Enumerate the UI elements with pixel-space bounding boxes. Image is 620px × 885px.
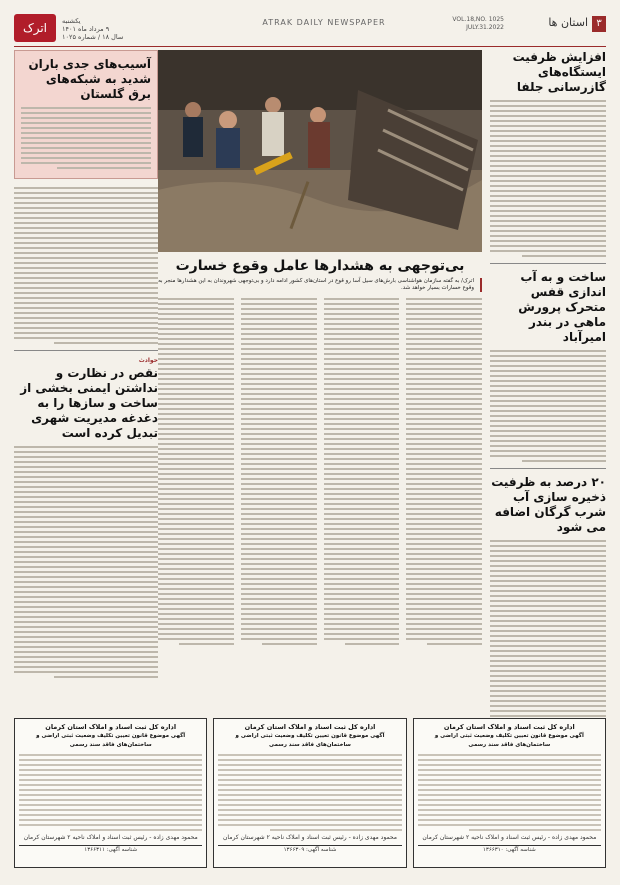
- article-title-jolfa: افزایش ظرفیت ایستگاه‌های گازرسانی جلفا: [512, 50, 606, 94]
- english-date: JULY.31.2022: [466, 24, 504, 31]
- notice-subtitle: آگهی موضوع قانون تعیین تکلیف وضعیت ثبتی اراضی و ساختمان‌های فاقد سند رسمی: [434, 733, 584, 748]
- section-title: استان ها: [548, 16, 588, 29]
- article-column: [324, 298, 400, 648]
- legal-notices: [14, 718, 606, 868]
- issue-line: سال ۱۸ / شماره ۱۰۲۵: [62, 33, 124, 41]
- page-header: [14, 14, 606, 47]
- notice-title: اداره کل ثبت اسناد و املاک استان کرمان: [45, 723, 177, 731]
- article-body: [21, 107, 151, 169]
- divider: [490, 468, 606, 469]
- article-title-gorgan-water: ۲۰ درصد به ظرفیت ذخیره سازی آب شرب گرگان اضافه می شود: [491, 475, 606, 534]
- volume-info: [452, 16, 504, 32]
- article-columns: [158, 298, 482, 648]
- notice-title: اداره کل ثبت اسناد و املاک استان کرمان: [443, 723, 575, 731]
- article-column: [241, 298, 317, 648]
- divider: [490, 263, 606, 264]
- notice-code: شناسه آگهی: ۱۳۶۶۳۱۱: [19, 845, 202, 854]
- legal-notice: [413, 718, 606, 868]
- article-title-golestan-power: آسیب‌های جدی باران شدید به شبکه‌های برق گلستان: [28, 57, 151, 101]
- article-body: [490, 350, 606, 462]
- left-column: [14, 50, 158, 681]
- divider: [14, 350, 158, 351]
- notice-signature: محمود مهدی زاده - رئیس ثبت اسناد و املاک ناحیه ۲ شهرستان کرمان: [223, 834, 397, 841]
- notice-title: اداره کل ثبت اسناد و املاک استان کرمان: [244, 723, 376, 731]
- lead-paragraph: اترک/ به گفته سازمان هواشناسی بارش‌های سیل آسا رو قوع در استان‌های کشور ادامه دارد و بی‌توجهی شهروندان به این هشدارها منجر به وقوع خسارات بسیار خواهد شد.: [158, 278, 482, 292]
- legal-notice: [213, 718, 406, 868]
- notice-body: [418, 754, 601, 831]
- date-line: ۹ مرداد ماه ۱۴۰۱: [62, 25, 110, 33]
- center-column: [158, 50, 482, 648]
- persian-date: [62, 17, 123, 41]
- article-body: [490, 100, 606, 257]
- article-title-construction: نقص در نظارت و نداشتن ایمنی بخشی از ساخت و سازها را به دغدغه مدیریت شهری تبدیل کرده است: [20, 366, 158, 440]
- article-column: [158, 298, 234, 648]
- notice-signature: محمود مهدی زاده - رئیس ثبت اسناد و املاک ناحیه ۲ شهرستان کرمان: [422, 834, 597, 841]
- notice-code: شناسه آگهی: ۱۳۶۶۳۰۹: [218, 845, 401, 854]
- article-body: [14, 187, 158, 344]
- volume-line: VOL.18,NO. 1025: [452, 16, 504, 23]
- article-title-fish-cage: ساخت و به آب اندازی قفس متحرک پرورش ماهی در بندر امیرآباد: [518, 270, 606, 344]
- notice-body: [19, 754, 202, 831]
- weekday: یکشنبه: [62, 17, 81, 25]
- article-column: [406, 298, 482, 648]
- notice-subtitle: آگهی موضوع قانون تعیین تکلیف وضعیت ثبتی اراضی و ساختمان‌های فاقد سند رسمی: [36, 733, 186, 748]
- newspaper-logo: اترک: [14, 14, 56, 42]
- section-label: حوادث: [138, 357, 158, 364]
- notice-body: [218, 754, 401, 831]
- notice-subtitle: آگهی موضوع قانون تعیین تکلیف وضعیت ثبتی اراضی و ساختمان‌های فاقد سند رسمی: [235, 733, 385, 748]
- highlight-box: [14, 50, 158, 179]
- flood-photo-image: [158, 50, 482, 252]
- page-number: ۳: [592, 16, 606, 32]
- legal-notice: [14, 718, 207, 868]
- notice-signature: محمود مهدی زاده - رئیس ثبت اسناد و املاک ناحیه ۲ شهرستان کرمان: [23, 834, 198, 841]
- main-headline: بی‌توجهی به هشدارها عامل وقوع خسارت: [175, 258, 465, 274]
- article-body: [14, 446, 158, 678]
- masthead: ATRAK DAILY NEWSPAPER: [262, 18, 386, 27]
- notice-code: شناسه آگهی: ۱۳۶۶۳۱۰: [418, 845, 601, 854]
- flood-photo: [158, 50, 482, 252]
